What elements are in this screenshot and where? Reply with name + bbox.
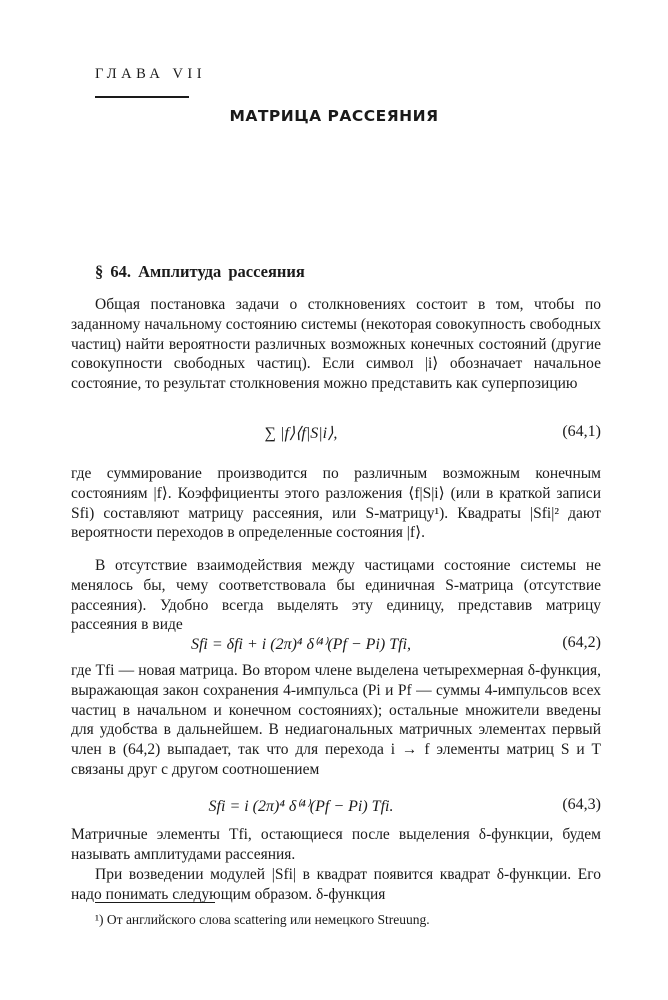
equation-64-1-formula: ∑ |f⟩⟨f|S|i⟩,	[264, 425, 338, 442]
footnote: ¹) От английского слова scattering или немецкого Streuung.	[95, 912, 430, 927]
equation-64-2-formula: Sfi = δfi + i (2π)⁴ δ⁽⁴⁾(Pf − Pi) Tfi,	[190, 636, 412, 653]
paragraph-1: Общая постановка задачи о столкновениях состоит в том, чтобы по заданному начальному состоянию системы (некоторая совокупность свободных частиц) найти вероятности различных возможных конечных состояний (другие совокупности свободных частиц). Если символ |i⟩ обозначает начальное состояние, то результат столкновения можно представить как суперпозицию	[71, 296, 601, 393]
paragraph-3: В отсутствие взаимодействия между частицами состояние системы не менялось бы, чему соответствовала бы единичная S-матрица (отсутствие рассеяния). Удобно всегда выделять эту единицу, представив матрицу рассеяния в виде	[71, 557, 601, 634]
paragraph-2: где суммирование производится по различным возможным конечным состояниям |f⟩. Коэффициенты этого разложения ⟨f|S|i⟩ (или в краткой записи Sfi) составляют матрицу рассеяния, или S-матрицу¹). Квадраты |Sfi|² дают вероятности переходов в определенные состояния |f⟩.	[71, 465, 601, 542]
equation-64-3	[71, 796, 601, 820]
paragraph-5: Матричные элементы Tfi, остающиеся после выделения δ-функции, будем называть амплитудами рассеяния.	[71, 826, 601, 863]
section-heading: § 64. Амплитуда рассеяния	[95, 262, 305, 281]
footnote-rule	[95, 902, 215, 903]
equation-64-3-formula: Sfi = i (2π)⁴ δ⁽⁴⁾(Pf − Pi) Tfi.	[208, 798, 394, 815]
paragraph-4: где Tfi — новая матрица. Во втором члене выделена четырехмерная δ-функция, выражающая закон сохранения 4-импульса (Pi и Pf — суммы 4-импульсов всех частиц в начальном и конечном состояниях); остальные множители введены для удобства в дальнейшем. В недиагональных матричных элементах первый член в (64,2) выпадает, так что для перехода i → f элементы матриц S и T связаны друг с другом соотношением	[71, 662, 601, 778]
equation-64-1	[71, 423, 601, 447]
chapter-label: ГЛАВА VII	[95, 66, 207, 82]
paragraph-6: При возведении модулей |Sfi| в квадрат появится квадрат δ-функции. Его надо понимать следующим образом. δ-функция	[71, 866, 601, 903]
equation-64-1-number: (64,1)	[562, 423, 601, 440]
chapter-title: МАТРИЦА РАССЕЯНИЯ	[229, 107, 439, 125]
chapter-rule	[95, 96, 189, 98]
equation-64-2-number: (64,2)	[562, 634, 601, 651]
equation-64-3-number: (64,3)	[562, 796, 601, 813]
equation-64-2	[71, 634, 601, 658]
